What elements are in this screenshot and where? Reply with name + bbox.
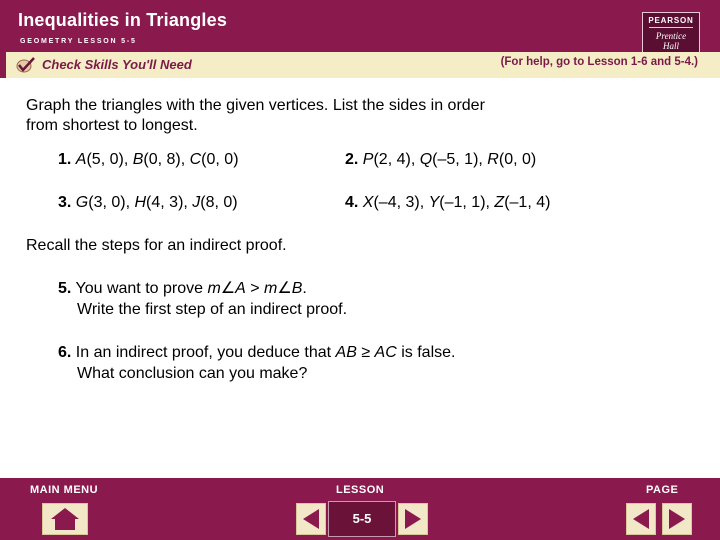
left-arrow-icon [627, 504, 655, 534]
q5-period: . [302, 280, 307, 297]
left-arrow-icon [297, 504, 325, 534]
help-note: (For help, go to Lesson 1-6 and 5-4.) [500, 56, 698, 68]
greater-equal-symbol: ≥ [356, 344, 375, 361]
vertex-name: B [132, 151, 144, 168]
vertex-coords: (2, 4), [373, 151, 420, 168]
previous-lesson-button[interactable] [296, 503, 326, 535]
logo-divider [649, 27, 693, 28]
vertex-name: R [487, 151, 499, 168]
vertex-coords: (–5, 1), [432, 151, 488, 168]
problem-number: 2. [345, 151, 359, 168]
next-lesson-button[interactable] [398, 503, 428, 535]
greater-than: > [245, 280, 265, 297]
logo-bottom-text: Prentice Hall [655, 31, 687, 51]
right-arrow-icon [663, 504, 691, 534]
q6-text-end: is false. [396, 344, 456, 361]
recall-text: Recall the steps for an indirect proof. [26, 237, 287, 254]
vertex-coords: (5, 0), [86, 151, 133, 168]
vertex-name: G [75, 194, 89, 211]
check-skills-label: Check Skills You'll Need [42, 57, 192, 72]
right-arrow-icon [399, 504, 427, 534]
lesson-number-badge [328, 501, 396, 537]
main-menu-label: MAIN MENU [30, 484, 99, 496]
question-number: 5. [58, 280, 72, 297]
vertex-coords: (–1, 1), [439, 194, 495, 211]
angle-b: B [291, 280, 303, 297]
vertex-name: C [189, 151, 202, 168]
vertex-coords: (8, 0) [200, 194, 238, 211]
problem-1 [58, 150, 239, 170]
vertex-coords: (–4, 3), [373, 194, 429, 211]
problem-4 [345, 193, 550, 213]
problem-number: 1. [58, 151, 72, 168]
question-number: 6. [58, 344, 72, 361]
vertex-name: X [362, 194, 374, 211]
problem-3 [58, 193, 238, 213]
main-menu-button[interactable] [42, 503, 88, 535]
vertex-coords: (4, 3), [146, 194, 193, 211]
vertex-name: Z [494, 194, 505, 211]
question-6-line-2: What conclusion can you make? [77, 365, 308, 382]
vertex-name: P [362, 151, 374, 168]
previous-page-button[interactable] [626, 503, 656, 535]
problem-number: 3. [58, 194, 72, 211]
home-icon [43, 504, 87, 534]
vertex-coords: (3, 0), [88, 194, 135, 211]
q6-text: In an indirect proof, you deduce that [75, 344, 336, 361]
vertex-name: A [75, 151, 87, 168]
q5-text: You want to prove [75, 280, 208, 297]
question-5 [58, 279, 307, 299]
problem-number: 4. [345, 194, 359, 211]
subbar-accent [0, 52, 6, 78]
vertex-name: Q [419, 151, 433, 168]
lesson-subtitle: GEOMETRY LESSON 5-5 [20, 38, 137, 45]
checkmark-icon [16, 57, 36, 73]
measure-m: m [207, 280, 221, 297]
publisher-logo [642, 12, 700, 56]
question-5-line-2: Write the first step of an indirect proof. [77, 301, 348, 318]
vertex-coords: (–1, 4) [504, 194, 551, 211]
vertex-name: Y [428, 194, 440, 211]
problem-2 [345, 150, 536, 170]
logo-top-text: PEARSON [648, 16, 694, 25]
angle-symbol-icon: ∠ [220, 280, 236, 297]
next-page-button[interactable] [662, 503, 692, 535]
vertex-coords: (0, 0) [498, 151, 537, 168]
intro-text: Graph the triangles with the given vertices. List the sides in order from shortest to longest. [26, 97, 485, 134]
vertex-coords: (0, 8), [143, 151, 190, 168]
vertex-name: J [192, 194, 201, 211]
page-title: Inequalities in Triangles [18, 10, 228, 30]
lesson-label: LESSON [336, 484, 385, 496]
angle-symbol-icon: ∠ [277, 280, 292, 297]
vertex-name: H [134, 194, 147, 211]
question-6 [58, 343, 455, 363]
vertex-coords: (0, 0) [201, 151, 239, 168]
lesson-number: 5-5 [352, 511, 372, 526]
segment-ac: AC [374, 344, 397, 361]
segment-ab: AB [335, 344, 357, 361]
page-label: PAGE [646, 484, 679, 496]
measure-m: m [264, 280, 278, 297]
angle-a: A [235, 280, 246, 297]
